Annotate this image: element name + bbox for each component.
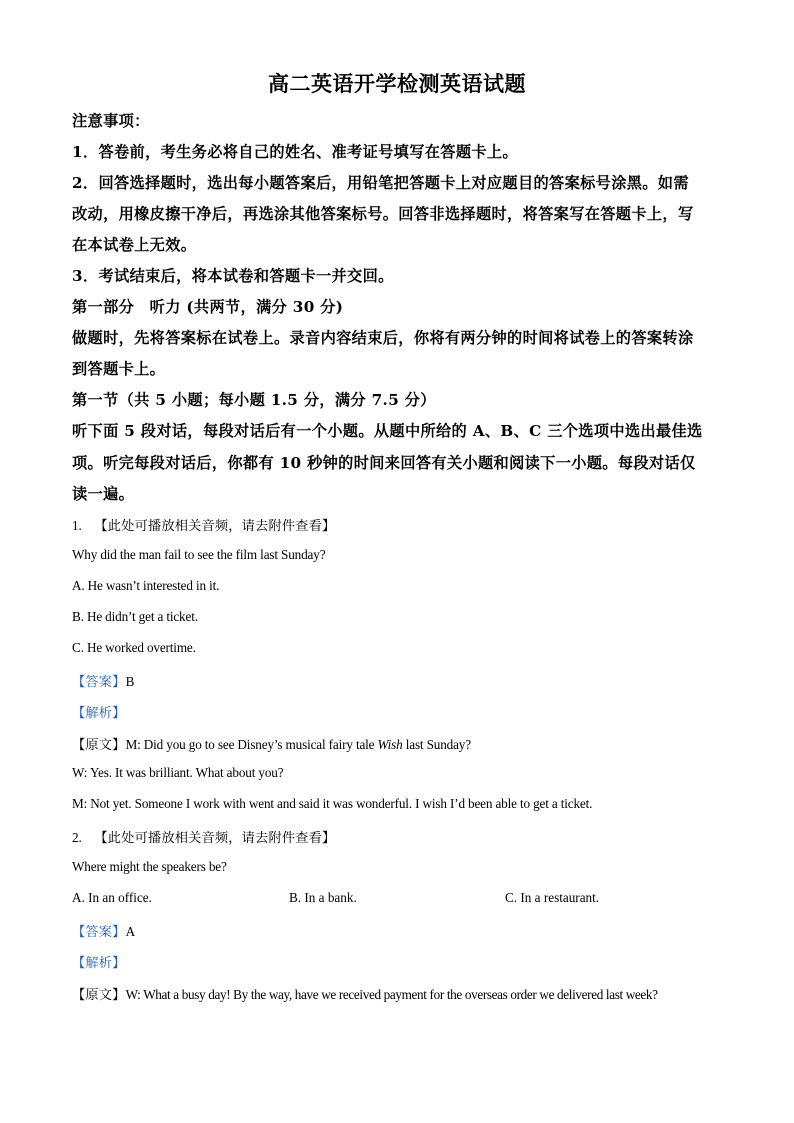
section1-heading: 第一节（共 5 小题；每小题 1.5 分，满分 7.5 分） bbox=[72, 391, 436, 409]
q1-audio-note[interactable]: 【此处可播放相关音频，请去附件查看】 bbox=[94, 519, 336, 534]
q2-option-b: B. In a bank. bbox=[289, 890, 357, 905]
notice-heading: 注意事项： bbox=[72, 112, 150, 130]
notice-item-2-line-2: 改动，用橡皮擦干净后，再选涂其他答案标号。回答非选择题时，将答案写在答题卡上，写 bbox=[72, 205, 694, 223]
q2-transcript-label: 【原文】 bbox=[72, 988, 126, 1003]
q1-answer bbox=[72, 671, 134, 690]
q2-header bbox=[72, 827, 335, 846]
q2-analysis-label-text: 【解析】 bbox=[72, 956, 126, 971]
page-title: 高二英语开学检测英语试题 bbox=[268, 71, 526, 96]
q1-question: Why did the man fail to see the film last Sunday? bbox=[72, 547, 326, 562]
q2-number: 2. bbox=[72, 830, 82, 845]
q2-answer-label: 【答案】 bbox=[72, 925, 126, 940]
q1-transcript-line-2: W: Yes. It was brilliant. What about you? bbox=[72, 765, 284, 780]
q1-option-b: B. He didn’t get a ticket. bbox=[72, 609, 198, 624]
q2-transcript-line-1 bbox=[72, 984, 658, 1003]
q2-transcript-1: W: What a busy day! By the way, have we received payment for the overseas order we delivered last week? bbox=[125, 987, 658, 1002]
q2-answer bbox=[72, 921, 135, 940]
part1-intro-line-2: 到答题卡上。 bbox=[72, 360, 166, 378]
section1-intro-line-2: 项。听完每段对话后，你都有 10 秒钟的时间来回答有关小题和阅读下一小题。每段对话仅 bbox=[72, 454, 696, 472]
q1-transcript-line-1 bbox=[72, 734, 471, 753]
q2-answer-value: A bbox=[125, 924, 135, 939]
q1-number: 1. bbox=[72, 518, 82, 533]
q2-audio-note[interactable]: 【此处可播放相关音频，请去附件查看】 bbox=[94, 831, 336, 846]
q1-option-a: A. He wasn’t interested in it. bbox=[72, 578, 220, 593]
q1-header bbox=[72, 515, 335, 534]
notice-item-1: 1．答卷前，考生务必将自己的姓名、准考证号填写在答题卡上。 bbox=[72, 143, 518, 161]
q1-transcript-1-before: M: Did you go to see Disney’s musical fairy tale bbox=[125, 737, 378, 752]
q2-option-c: C. In a restaurant. bbox=[505, 890, 600, 905]
q1-answer-label: 【答案】 bbox=[72, 675, 126, 690]
q1-transcript-label: 【原文】 bbox=[72, 738, 126, 753]
q1-transcript-1-italic: Wish bbox=[377, 737, 403, 752]
q1-analysis-label-text: 【解析】 bbox=[72, 706, 126, 721]
q1-option-c: C. He worked overtime. bbox=[72, 640, 196, 655]
section1-intro-line-3: 读一遍。 bbox=[72, 485, 135, 503]
q1-analysis-label bbox=[72, 702, 126, 721]
notice-item-2-line-3: 在本试卷上无效。 bbox=[72, 236, 197, 254]
q1-answer-value: B bbox=[125, 674, 135, 689]
q1-transcript-line-3: M: Not yet. Someone I work with went and said it was wonderful. I wish I’d been able to get a ticket. bbox=[72, 796, 593, 811]
q2-analysis-label bbox=[72, 952, 126, 971]
part1-heading: 第一部分 听力 (共两节，满分 30 分) bbox=[72, 298, 344, 316]
section1-intro-line-1: 听下面 5 段对话，每段对话后有一个小题。从题中所给的 A、B、C 三个选项中选出最佳选 bbox=[72, 422, 703, 440]
part1-intro-line-1: 做题时，先将答案标在试卷上。录音内容结束后，你将有两分钟的时间将试卷上的答案转涂 bbox=[72, 329, 694, 347]
q1-transcript-1-after: last Sunday? bbox=[402, 737, 471, 752]
notice-item-2-line-1: 2．回答选择题时，选出每小题答案后，用铅笔把答题卡上对应题目的答案标号涂黑。如需 bbox=[72, 174, 689, 192]
notice-item-3: 3．考试结束后，将本试卷和答题卡一并交回。 bbox=[72, 267, 394, 285]
q2-question: Where might the speakers be? bbox=[72, 859, 227, 874]
q2-option-a: A. In an office. bbox=[72, 890, 152, 905]
